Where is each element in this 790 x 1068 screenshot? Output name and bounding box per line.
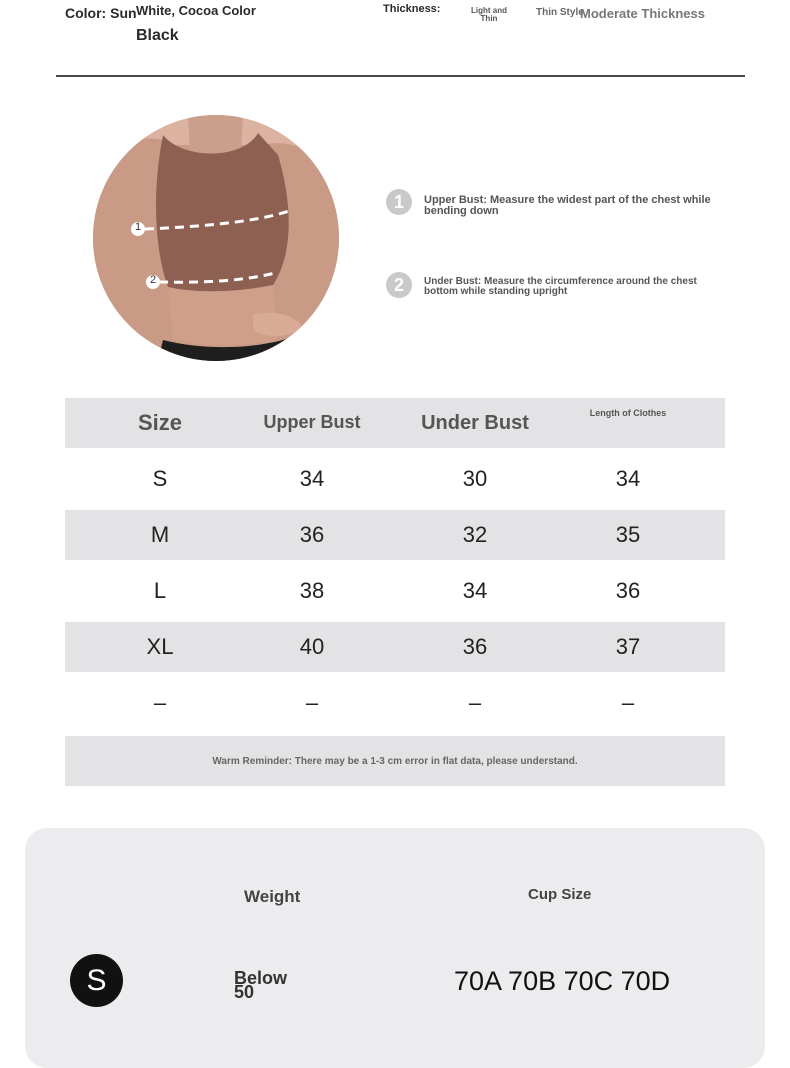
cell-under-bust: 32 [462, 522, 488, 547]
header-size: Size [137, 410, 183, 435]
color-values: White, Cocoa Color [136, 3, 256, 18]
cell-upper-bust: 34 [299, 466, 325, 491]
cell-size: XL [146, 634, 174, 659]
cell-length: 37 [615, 634, 641, 659]
header-under-bust: Under Bust [421, 411, 529, 434]
model-photo [93, 115, 339, 361]
cell-under-bust: 36 [462, 634, 488, 659]
legend-under-bust: Under Bust: Measure the circumference around the chest bottom while standing upright [424, 276, 697, 297]
cell-under-bust: – [468, 690, 482, 715]
thickness-label: Thickness: [383, 3, 441, 15]
weight-value: Below 50 [234, 968, 288, 1003]
size-table [65, 398, 725, 734]
recommend-panel [25, 828, 765, 1068]
legend-num-1: 1 [386, 189, 412, 215]
cell-upper-bust: 40 [299, 634, 325, 659]
color-label: Color: Sun [65, 5, 137, 21]
weight-label: Weight [244, 887, 301, 906]
table-row [65, 622, 725, 672]
thickness-thin-style: Thin Style [536, 7, 584, 18]
cell-under-bust: 30 [462, 466, 488, 491]
table-row [65, 454, 725, 504]
thickness-moderate: Moderate Thickness [580, 6, 705, 21]
warm-reminder: Warm Reminder: There may be a 1-3 cm error in flat data, please understand. [65, 736, 725, 786]
table-row [65, 510, 725, 560]
cell-upper-bust: 36 [299, 522, 325, 547]
divider [56, 75, 745, 77]
cell-size: L [153, 578, 167, 603]
table-row [65, 566, 725, 616]
cell-size: M [150, 522, 170, 547]
cell-length: – [621, 690, 635, 715]
cell-upper-bust: 38 [299, 578, 325, 603]
thickness-light-thin: Light and Thin [471, 6, 507, 23]
color-black: Black [136, 27, 179, 44]
cell-upper-bust: – [305, 690, 319, 715]
header-upper-bust: Upper Bust [263, 412, 361, 433]
header-length: Length of Clothes [589, 408, 667, 418]
legend-num-2: 2 [386, 272, 412, 298]
marker-1: 1 [134, 221, 142, 233]
cup-size-label: Cup Size [528, 886, 592, 903]
cell-under-bust: 34 [462, 578, 488, 603]
table-header-row [65, 398, 725, 448]
cell-length: 34 [615, 466, 641, 491]
table-row [65, 678, 725, 728]
cell-length: 36 [615, 578, 641, 603]
model-illustration [93, 115, 339, 361]
marker-2: 2 [149, 274, 157, 286]
cup-sizes: 70A 70B 70C 70D [454, 966, 671, 996]
size-badge: S [70, 954, 123, 1007]
legend-upper-bust: Upper Bust: Measure the widest part of the chest while bending down [424, 194, 711, 217]
cell-length: 35 [615, 522, 641, 547]
cell-size: – [153, 690, 167, 715]
cell-size: S [152, 466, 168, 491]
